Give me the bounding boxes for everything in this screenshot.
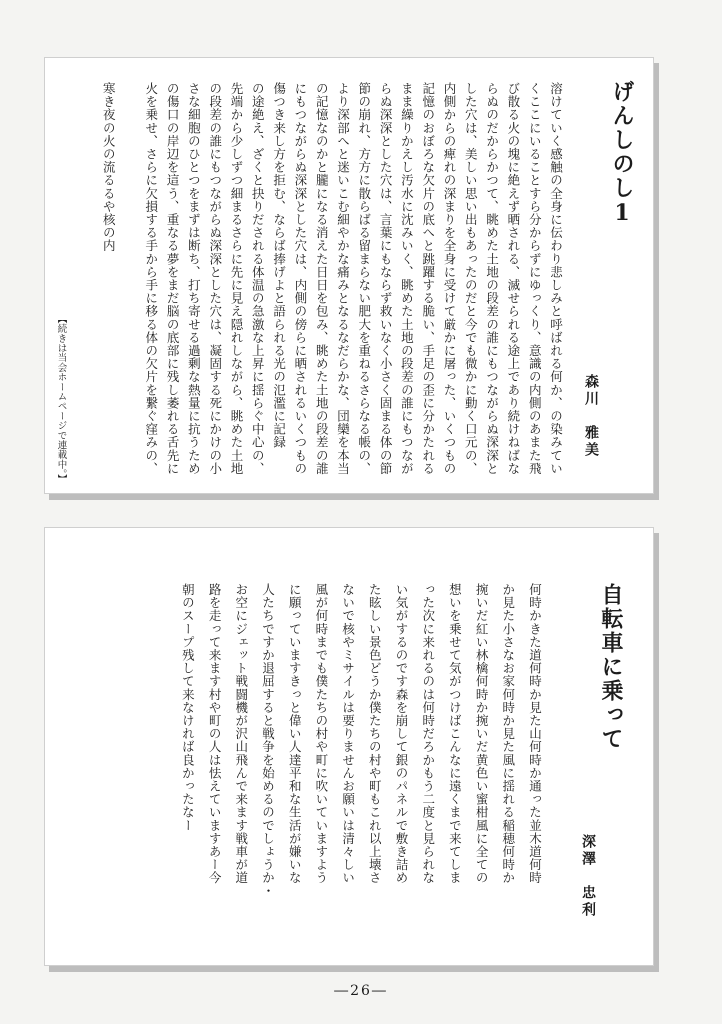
poem-line: い気がするのです森を崩して銀のパネルで敷き詰め xyxy=(394,583,409,885)
poem-line: 人たちですか退屈すると戦争を始めるのでしょうか・ xyxy=(260,583,276,898)
poem-line: 捥いだ紅い林檎何時か捥いだ黄色い蜜柑風に全ての xyxy=(474,583,490,885)
poem-line: お空にジェット戦闘機が沢山飛んで来ます戦車が道 xyxy=(233,583,249,885)
poem-line: の記憶なのかと朧になる消えた日日を包み、眺めた土地の段差の誰 xyxy=(314,82,330,475)
poem-author: 深澤 忠利 xyxy=(580,834,596,919)
poem-title: 自転車に乗って xyxy=(598,583,624,751)
poem-line: 想いを乗せて気がつけばこんなに遠くまで来てしま xyxy=(447,583,463,885)
poem-line: 先端から少しずつ細まるさらに先に見え隠れしながら、眺めた土地 xyxy=(229,82,244,475)
poem-line: まま繰りかえし汚水に沈みいく、眺めた土地の段差の誰にもつなが xyxy=(399,82,415,475)
poem-line: 何時かきた道何時か見た山何時か通った並木道何時 xyxy=(527,583,543,885)
poem-line: 路を走って来ます村や町の人は怯えていますあー今 xyxy=(207,583,223,885)
poem-line: 記憶のおぼろな欠片の底へと跳躍する脆い、手足の歪に分かたれる xyxy=(420,82,436,475)
poem-card-1 xyxy=(44,57,654,494)
poem-line: か見た小さなお家何時か見た風に揺れる稲穂何時か xyxy=(500,583,516,885)
poem-line: した穴は、美しい思い出もあったのだと今でも微かに動く口元の、 xyxy=(463,82,479,475)
poem-line: らぬ深深とした穴は、言葉にもならず救いなく小さく固まる体の節 xyxy=(378,82,394,475)
poem-line: 風が何時までも僕たちの村や町に吹いていますよう xyxy=(313,583,329,885)
poem-line: くここにいることすら分からずにゆっくり、意識の内側のあまた飛 xyxy=(527,82,543,475)
serial-note: 【続きは当会ホームページで連載中。】 xyxy=(55,314,67,484)
poem-line: び散る火の塊に絶えず晒される、滅せられる途上であり続けねばな xyxy=(505,82,521,475)
poem-line: に願っていますきっと偉い人達平和な生活が嫌いな xyxy=(287,583,303,885)
poem-line: 溶けていく感触の全身に伝わり悲しみと呼ばれる何か、の染みてい xyxy=(548,82,564,475)
poem-line: の傷口の岸辺を這う、重なる夢をまだ脳の底部に残し萎れる舌先に xyxy=(165,82,181,475)
poem-line: 節の崩れ、方方に散らばる留まらない肥大を重ねるさらなる帳の、 xyxy=(356,82,372,475)
poem-line: らぬのだからかつて、眺めた土地の段差の誰にもつながらぬ深深と xyxy=(484,82,500,475)
poem-line: より深部へと迷いこむ細やかな痛みとなるなだらかな、団欒を本当 xyxy=(335,82,351,475)
poem-title: げんしのし1 xyxy=(609,80,635,228)
poem-line: 寒き夜の火の流るるや核の内 xyxy=(101,82,117,253)
page-number: ―26― xyxy=(334,983,388,999)
poem-line: った次に来れるのは何時だろかもう二度と見られな xyxy=(420,583,436,885)
poem-line: 傷つき来し方を拒む、ならば捧げよと語られる光の氾濫に記録 xyxy=(271,82,287,449)
poem-line: にもつながらぬ深深とした穴は、内側の傍らに晒されるいくつもの xyxy=(292,82,308,475)
poem-card-2 xyxy=(44,527,654,966)
poem-line: 火を乗せ、さらに欠損する手から手に移る体の欠片を繋ぐ窪みの、 xyxy=(143,82,159,475)
poem-line: の段差の誰にもつながらぬ深深とした穴は、凝固する死にかけの小 xyxy=(207,82,223,475)
poem-line: た眩しい景色どうか僕たちの村や町もこれ以上壊さ xyxy=(367,583,383,885)
poem-author: 森川 雅美 xyxy=(583,374,599,459)
poem-line: 内側からの痺れの深まりを全身に受けて厳かに屠った、いくつもの xyxy=(442,82,457,475)
poem-line: ないで核やミサイルは要りませんお願いは清々しい xyxy=(340,583,356,885)
poem-line: の途絶え、ざくと抉りだされる体温の急激な上昇に揺らぐ中心の、 xyxy=(250,82,266,475)
poem-line: さな細胞のひとつをまずは断ち、打ち寄せる過剰な熱量に抗うため xyxy=(186,82,202,475)
poem-line: 朝のスープ残して来なければ良かったなー xyxy=(180,583,196,832)
